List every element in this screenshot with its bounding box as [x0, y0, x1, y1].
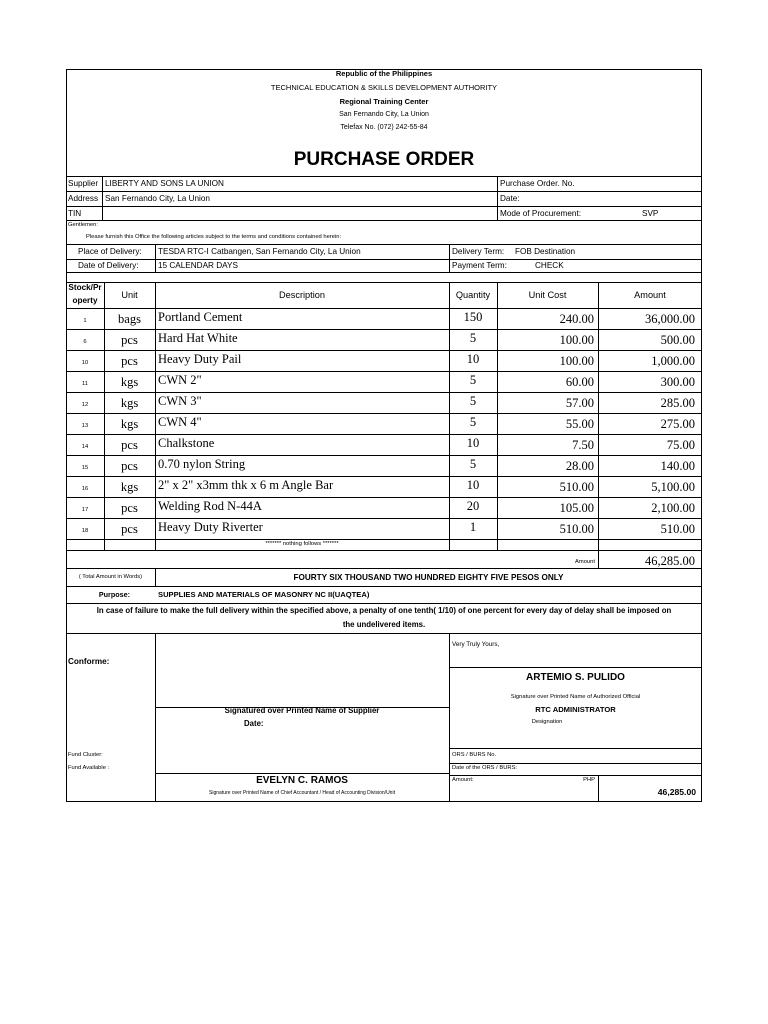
item-unit: kgs	[120, 417, 139, 431]
item-unit: pcs	[121, 459, 138, 473]
rule	[66, 282, 702, 283]
col-unit: Unit	[121, 290, 138, 300]
penalty-clause-line2: the undelivered items.	[342, 620, 426, 629]
item-amount: 75.00	[666, 438, 695, 452]
intro-text: Please furnish this Office the following articles subject to the terms and conditions contained herein:	[86, 234, 342, 240]
rule	[66, 476, 702, 477]
very-truly-yours: Very Truly Yours,	[452, 641, 500, 648]
item-description: CWN 2"	[158, 373, 202, 387]
official-name: ARTEMIO S. PULIDO	[526, 672, 625, 683]
col-stock-line2: operty	[72, 296, 98, 305]
po-number-label: Purchase Order. No.	[500, 179, 575, 188]
item-amount: 36,000.00	[645, 312, 695, 326]
rule	[66, 568, 702, 569]
item-description: Portland Cement	[158, 310, 243, 324]
item-unit-cost: 510.00	[559, 522, 594, 536]
place-of-delivery-label: Place of Delivery:	[78, 247, 142, 256]
item-quantity: 5	[469, 394, 477, 408]
item-description: CWN 4"	[158, 415, 202, 429]
item-quantity: 10	[466, 478, 480, 492]
rule	[155, 282, 156, 550]
col-amount: Amount	[634, 290, 666, 300]
rule	[66, 413, 702, 414]
item-unit: pcs	[121, 501, 138, 515]
item-stock: 17	[81, 507, 89, 513]
total-in-words-label: ( Total Amount in Words)	[78, 574, 143, 580]
item-quantity: 5	[469, 373, 477, 387]
item-quantity: 5	[469, 457, 477, 471]
delivery-term-label: Delivery Term:	[452, 247, 505, 256]
total-in-words-value: FOURTY SIX THOUSAND TWO HUNDRED EIGHTY FIVE PESOS ONLY	[293, 573, 564, 582]
ors-burs-date-label: Date of the ORS / BURS:	[452, 765, 518, 771]
designation-label: Designation	[531, 719, 563, 725]
item-amount: 510.00	[660, 522, 695, 536]
rule	[66, 434, 702, 435]
col-stock-line1: Stock/Pr	[68, 283, 102, 292]
rule	[66, 329, 702, 330]
salutation: Gentlemen:	[68, 222, 98, 228]
item-description: Chalkstone	[158, 436, 215, 450]
item-stock: 14	[81, 444, 89, 450]
payment-term-label: Payment Term:	[452, 261, 507, 270]
place-of-delivery-value: TESDA RTC-I Catbangen, San Fernando City, La Union	[158, 247, 361, 256]
rule	[102, 176, 103, 220]
rule	[66, 308, 702, 309]
col-quantity: Quantity	[455, 290, 491, 300]
item-unit: kgs	[120, 480, 139, 494]
item-stock: 1	[83, 318, 87, 324]
address-label: Address	[68, 194, 99, 203]
border-left	[66, 69, 67, 802]
rule	[449, 667, 702, 668]
official-title: RTC ADMINISTRATOR	[535, 705, 616, 714]
purchase-order-form	[66, 69, 702, 802]
item-stock: 18	[81, 528, 89, 534]
item-unit: kgs	[120, 396, 139, 410]
border-right	[701, 69, 702, 802]
item-amount: 300.00	[660, 375, 695, 389]
rule	[66, 518, 702, 519]
col-description: Description	[279, 290, 325, 300]
office-telefax: Telefax No. (072) 242-55-84	[340, 124, 428, 131]
conforme-label: Conforme:	[68, 657, 110, 666]
purpose-label: Purpose:	[98, 590, 130, 599]
rule	[155, 244, 156, 272]
supplier-signature-label: Signatured over Printed Name of Supplier	[224, 706, 380, 715]
item-unit-cost: 7.50	[572, 438, 594, 452]
chief-accountant-name: EVELYN C. RAMOS	[256, 775, 348, 786]
php-label: PHP	[583, 777, 595, 783]
date-of-delivery-value: 15 CALENDAR DAYS	[158, 261, 238, 270]
rule	[66, 603, 702, 604]
rule	[66, 550, 702, 551]
rule	[66, 191, 702, 192]
agency-name: TECHNICAL EDUCATION & SKILLS DEVELOPMENT AUTHORITY	[270, 83, 498, 92]
fund-available-label: Fund Available :	[68, 765, 110, 771]
item-unit: pcs	[121, 333, 138, 347]
rule	[66, 455, 702, 456]
item-unit: pcs	[121, 438, 138, 452]
funds-amount-value: 46,285.00	[657, 787, 696, 797]
item-amount: 275.00	[660, 417, 695, 431]
item-description: 0.70 nylon String	[158, 457, 246, 471]
address-value: San Fernando City, La Union	[105, 194, 210, 203]
purpose-value: SUPPLIES AND MATERIALS OF MASONRY NC II(UAQTEA)	[158, 590, 370, 599]
item-description: CWN 3"	[158, 394, 202, 408]
item-stock: 10	[81, 360, 89, 366]
rule	[66, 244, 702, 245]
item-unit: bags	[118, 312, 141, 326]
page-title: PURCHASE ORDER	[293, 149, 475, 170]
item-amount: 2,100.00	[651, 501, 695, 515]
office-address: San Fernando City, La Union	[339, 111, 429, 118]
mode-of-procurement-label: Mode of Procurement:	[500, 209, 582, 218]
chief-accountant-signature-label: Signature over Printed Name of Chief Accountant / Head of Accounting Division/Unit	[209, 790, 395, 796]
item-unit-cost: 57.00	[565, 396, 594, 410]
funds-amount-label: Amount:	[452, 777, 474, 783]
rule	[66, 259, 702, 260]
item-description: Hard Hat White	[158, 331, 238, 345]
item-unit-cost: 100.00	[559, 333, 594, 347]
date-of-delivery-label: Date of Delivery:	[78, 261, 139, 270]
item-unit-cost: 240.00	[559, 312, 594, 326]
tin-label: TIN	[68, 209, 82, 218]
rule	[66, 539, 702, 540]
item-stock: 13	[81, 423, 89, 429]
item-description: Welding Rod N-44A	[158, 499, 262, 513]
item-unit-cost: 105.00	[559, 501, 594, 515]
item-unit: pcs	[121, 522, 138, 536]
rule	[66, 633, 702, 634]
rule	[155, 773, 449, 774]
item-unit-cost: 60.00	[565, 375, 594, 389]
item-quantity: 5	[469, 415, 477, 429]
item-amount: 500.00	[660, 333, 695, 347]
rule	[66, 206, 702, 207]
border-bottom	[66, 801, 702, 802]
item-unit-cost: 100.00	[559, 354, 594, 368]
rule	[66, 220, 702, 221]
payment-term-value: CHECK	[535, 261, 564, 270]
mode-of-procurement-value: SVP	[642, 209, 659, 218]
item-unit-cost: 510.00	[559, 480, 594, 494]
item-stock: 16	[81, 486, 89, 492]
total-amount-value: 46,285.00	[645, 554, 695, 568]
item-stock: 12	[81, 402, 89, 408]
conforme-date-label: Date:	[244, 719, 264, 728]
fund-cluster-label: Fund Cluster:	[68, 752, 103, 758]
item-amount: 285.00	[660, 396, 695, 410]
rule	[66, 350, 702, 351]
item-quantity: 10	[466, 352, 480, 366]
nothing-follows: ******* nothing follows *******	[265, 541, 339, 547]
rule	[66, 497, 702, 498]
supplier-label: Supplier	[68, 179, 99, 188]
item-stock: 6	[83, 339, 87, 345]
item-description: 2" x 2" x3mm thk x 6 m Angle Bar	[158, 478, 334, 492]
item-quantity: 20	[466, 499, 480, 513]
item-amount: 140.00	[660, 459, 695, 473]
item-description: Heavy Duty Pail	[158, 352, 242, 366]
rule	[66, 392, 702, 393]
date-label: Date:	[500, 194, 520, 203]
item-quantity: 5	[469, 331, 477, 345]
item-unit-cost: 55.00	[565, 417, 594, 431]
item-description: Heavy Duty Riverter	[158, 520, 263, 534]
rule	[497, 176, 498, 220]
item-quantity: 150	[463, 310, 483, 324]
republic-label: Republic of the Philippines	[335, 69, 433, 78]
item-unit-cost: 28.00	[565, 459, 594, 473]
official-signature-label: Signature over Printed Name of Authorized Official	[510, 694, 641, 700]
item-quantity: 1	[469, 520, 477, 534]
rule	[449, 748, 702, 749]
penalty-clause-line1: In case of failure to make the full delivery within the specified above, a penalty of one tenth( 1/10) of one percent for every day of delay shall be imposed on	[96, 606, 672, 615]
rule	[66, 586, 702, 587]
rule	[449, 244, 450, 272]
rule	[449, 763, 702, 764]
col-unit-cost: Unit Cost	[528, 290, 567, 300]
item-quantity: 10	[466, 436, 480, 450]
item-unit: pcs	[121, 354, 138, 368]
item-amount: 5,100.00	[651, 480, 695, 494]
rule	[66, 371, 702, 372]
item-unit: kgs	[120, 375, 139, 389]
rule	[66, 176, 702, 177]
supplier-value: LIBERTY AND SONS LA UNION	[105, 179, 224, 188]
total-amount-label: Amount	[575, 559, 595, 565]
item-stock: 11	[81, 381, 89, 387]
item-stock: 15	[81, 465, 89, 471]
rule	[449, 775, 702, 776]
item-amount: 1,000.00	[651, 354, 695, 368]
office-name: Regional Training Center	[339, 97, 429, 106]
ors-burs-number-label: ORS / BURS No.	[452, 752, 497, 758]
rule	[66, 272, 702, 273]
delivery-term-value: FOB Destination	[515, 247, 576, 256]
